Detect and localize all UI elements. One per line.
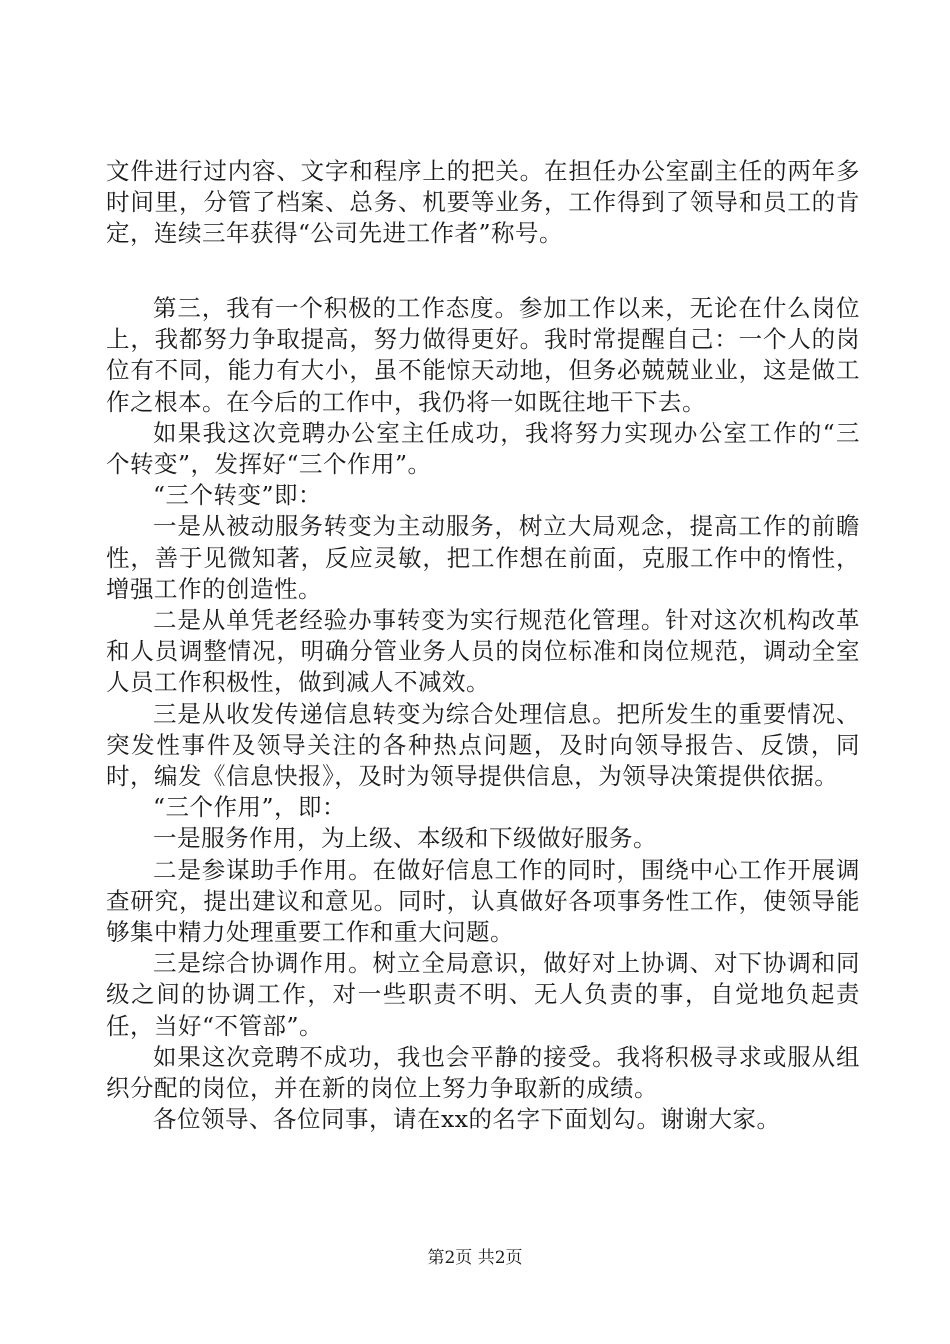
paragraph: 如果我这次竞聘办公室主任成功，我将努力实现办公室工作的“三个转变”，发挥好“三个作用”。 [106, 418, 860, 479]
body-text-top [106, 156, 860, 250]
page-number-footer: 第2页 共2页 [427, 1248, 523, 1268]
paragraph: 一是服务作用，为上级、本级和下级做好服务。 [153, 824, 657, 853]
paragraph-continued: 文件进行过内容、文字和程序上的把关。在担任办公室副主任的两年多时间里，分管了档案、总务、机要等业务，工作得到了领导和员工的肯定，连续三年获得“公司先进工作者”称号。 [106, 157, 860, 248]
paragraph: “三个作用”，即： [153, 793, 347, 822]
paragraph: 三是从收发传递信息转变为综合处理信息。把所发生的重要情况、突发性事件及领导关注的各种热点问题，及时向领导报告、反馈，同时，编发《信息快报》，及时为领导提供信息，为领导决策提供依据。 [106, 699, 860, 791]
paragraph: 如果这次竞聘不成功，我也会平静的接受。我将积极寻求或服从组织分配的岗位，并在新的岗位上努力争取新的成绩。 [106, 1042, 860, 1103]
paragraph: 各位领导、各位同事，请在xx的名字下面划勾。谢谢大家。 [153, 1105, 781, 1134]
paragraph: 三是综合协调作用。树立全局意识，做好对上协调、对下协调和同级之间的协调工作，对一些职责不明、无人负责的事，自觉地负起责任，当好“不管部”。 [106, 949, 860, 1040]
paragraph: 二是从单凭老经验办事转变为实行规范化管理。针对这次机构改革和人员调整情况，明确分管业务人员的岗位标准和岗位规范，调动全室人员工作积极性，做到减人不减效。 [106, 606, 860, 697]
paragraph: 二是参谋助手作用。在做好信息工作的同时，围绕中心工作开展调查研究，提出建议和意见。同时，认真做好各项事务性工作，使领导能够集中精力处理重要工作和重大问题。 [106, 855, 860, 947]
body-text-main [106, 293, 860, 1135]
paragraph: 一是从被动服务转变为主动服务，树立大局观念，提高工作的前瞻性，善于见微知著，反应灵敏，把工作想在前面，克服工作中的惰性，增强工作的创造性。 [106, 512, 860, 603]
paragraph: 第三，我有一个积极的工作态度。参加工作以来，无论在什么岗位上，我都努力争取提高，努力做得更好。我时常提醒自己：一个人的岗位有不同，能力有大小，虽不能惊天动地，但务必兢兢业业，这是做工作之根本。在今后的工作中，我仍将一如既往地干下去。 [106, 294, 860, 416]
paragraph: “三个转变”即： [153, 481, 323, 510]
